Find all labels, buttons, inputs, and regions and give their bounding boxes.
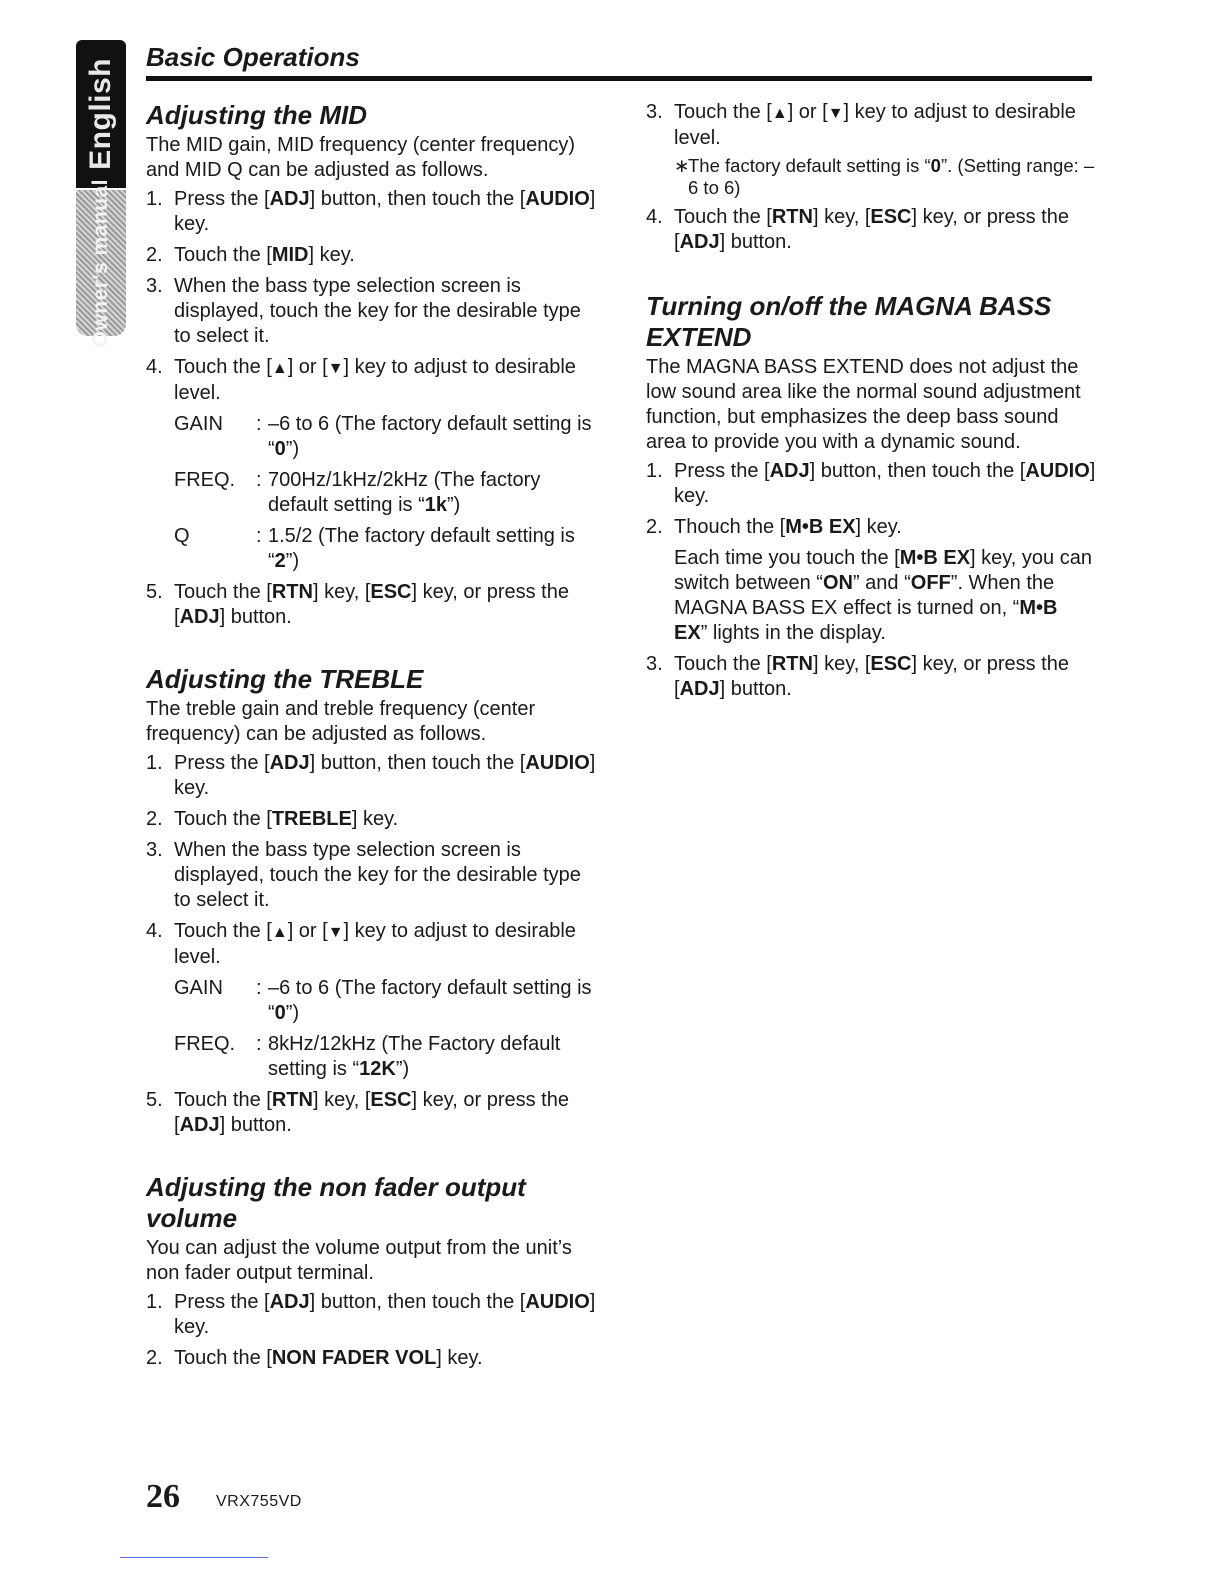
right-column (646, 100, 1096, 738)
step-paragraph: Each time you touch the [M•B EX] key, you can switch between “ON” and “OFF”. When the MAGNA BASS EX effect is turned on, “M•B EX” lights in the display. (674, 547, 1092, 644)
manual-tab (76, 178, 126, 348)
left-column (146, 100, 596, 1405)
setting-row: Q : 1.5/2 (The factory default setting is “2”) (174, 525, 575, 572)
up-arrow-icon: ▲ (271, 924, 288, 941)
section-treble (146, 664, 596, 1138)
section-intro: You can adjust the volume output from the unit’s non fader output terminal. (146, 1237, 572, 1284)
bottom-divider (120, 1557, 268, 1558)
section-intro: The treble gain and treble frequency (center frequency) can be adjusted as follows. (146, 698, 536, 745)
section-magna (646, 291, 1096, 702)
down-arrow-icon: ▼ (827, 105, 844, 122)
step: 1. Press the [ADJ] button, then touch the [AUDIO] key. (146, 1291, 596, 1338)
header-rule (146, 76, 1092, 81)
note: ∗ The factory default setting is “0”. (Setting range: –6 to 6) (674, 155, 1095, 198)
step: 4. Touch the [RTN] key, [ESC] key, or press the [ADJ] button. (646, 206, 1069, 253)
section-title: Turning on/off the MAGNA BASS EXTEND (646, 291, 1052, 352)
step: 3. When the bass type selection screen is displayed, touch the key for the desirable type to select it. (146, 839, 581, 911)
step: 1. Press the [ADJ] button, then touch the [AUDIO] key. (146, 188, 596, 235)
step: 1. Press the [ADJ] button, then touch the [AUDIO] key. (646, 460, 1096, 507)
side-tab (76, 40, 126, 348)
step: 5. Touch the [RTN] key, [ESC] key, or press the [ADJ] button. (146, 581, 569, 628)
language-tab (76, 40, 126, 188)
section-title: Adjusting the MID (146, 100, 367, 130)
setting-row: GAIN : –6 to 6 (The factory default setting is “0”) (174, 413, 592, 460)
up-arrow-icon: ▲ (771, 105, 788, 122)
step: 1. Press the [ADJ] button, then touch the [AUDIO] key. (146, 752, 596, 799)
section-intro: The MAGNA BASS EXTEND does not adjust the low sound area like the normal sound adjustment function, but emphasizes the deep bass sound area to provide you with a dynamic sound. (646, 356, 1081, 453)
step: 4. Touch the [▲] or [▼] key to adjust to desirable level. GAIN : –6 to 6 (The factory default setting is “0”) FREQ. : 700Hz/1kHz/2kHz (The factory default setting is “1k”) Q : 1.5/2 (The factory default setting is “2”) (146, 355, 596, 574)
page-number: 26 (146, 1478, 180, 1515)
asterisk-icon: ∗ (674, 155, 690, 176)
section-title: Adjusting the TREBLE (146, 664, 424, 694)
language-label: English (84, 58, 117, 170)
step: 2. Touch the [NON FADER VOL] key. (146, 1347, 483, 1369)
model-number: VRX755VD (216, 1493, 302, 1510)
step: 5. Touch the [RTN] key, [ESC] key, or press the [ADJ] button. (146, 1089, 569, 1136)
section-nonfader (146, 1172, 596, 1371)
down-arrow-icon: ▼ (327, 360, 344, 377)
setting-row: FREQ. : 8kHz/12kHz (The Factory default setting is “12K”) (174, 1033, 561, 1080)
setting-row: GAIN : –6 to 6 (The factory default setting is “0”) (174, 977, 592, 1024)
step: 3. Touch the [RTN] key, [ESC] key, or press the [ADJ] button. (646, 653, 1069, 700)
manual-label: Owner's manual (89, 178, 112, 348)
step: 4. Touch the [▲] or [▼] key to adjust to desirable level. GAIN : –6 to 6 (The factory default setting is “0”) FREQ. : 8kHz/12kHz (The Factory default setting is “12K”) (146, 919, 596, 1082)
section-title: Adjusting the non fader output volume (146, 1172, 526, 1233)
step: 3. When the bass type selection screen is displayed, touch the key for the desirable type to select it. (146, 275, 581, 347)
step: 2. Thouch the [M•B EX] key. Each time you touch the [M•B EX] key, you can switch between “ON” and “OFF”. When the MAGNA BASS EX effect is turned on, “M•B EX” lights in the display. (646, 515, 1096, 646)
header-title: Basic Operations (146, 42, 360, 72)
section-nonfader-continued (646, 100, 1096, 255)
step: 2. Touch the [TREBLE] key. (146, 808, 399, 830)
setting-row: FREQ. : 700Hz/1kHz/2kHz (The factory default setting is “1k”) (174, 469, 541, 516)
step: 2. Touch the [MID] key. (146, 244, 355, 266)
section-intro: The MID gain, MID frequency (center frequency) and MID Q can be adjusted as follows. (146, 134, 576, 181)
up-arrow-icon: ▲ (271, 360, 288, 377)
section-mid (146, 100, 596, 630)
down-arrow-icon: ▼ (327, 924, 344, 941)
step: 3. Touch the [▲] or [▼] key to adjust to desirable level. ∗ The factory default setting is “0”. (Setting range: –6 to 6) (646, 101, 1095, 198)
